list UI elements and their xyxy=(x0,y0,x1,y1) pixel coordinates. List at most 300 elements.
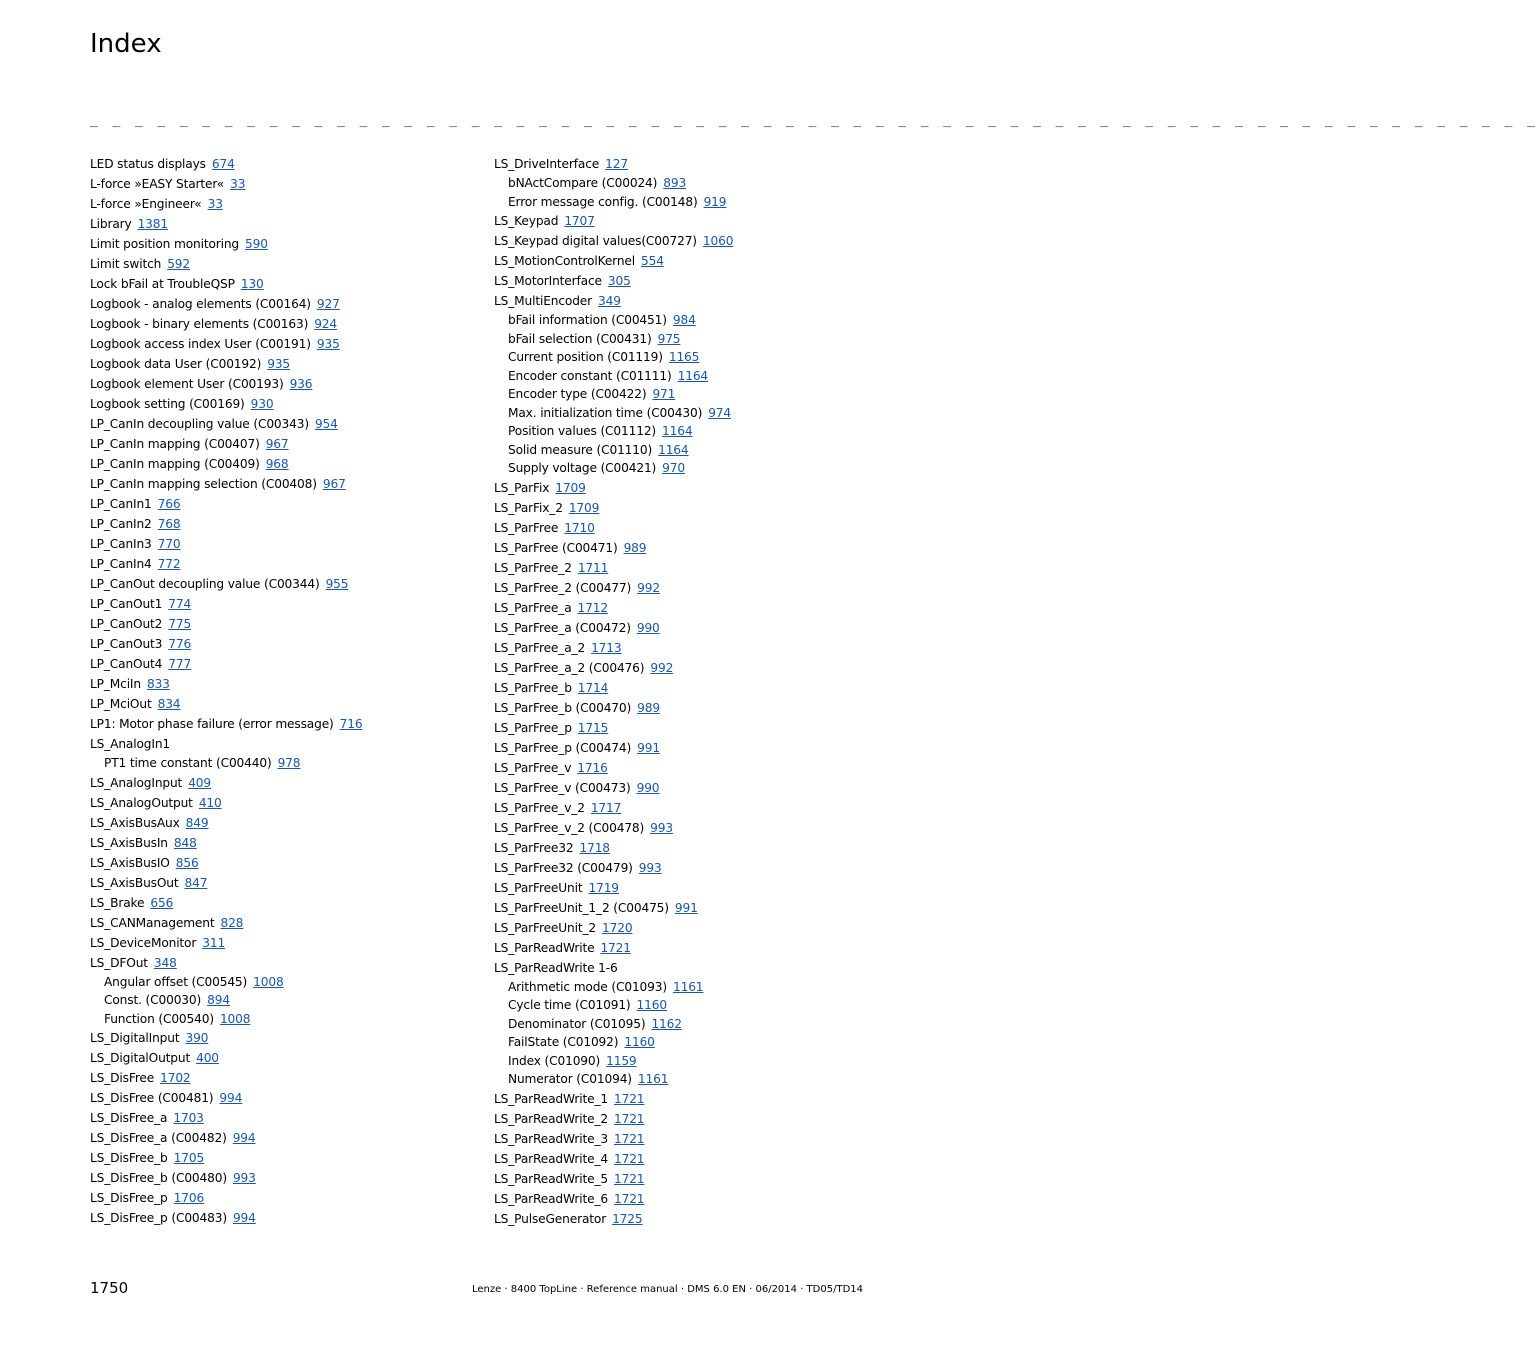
page-link[interactable]: 776 xyxy=(168,637,192,651)
index-entry xyxy=(90,574,480,594)
index-term: LP_CanIn2 xyxy=(90,517,152,531)
page-link[interactable]: 1703 xyxy=(173,1111,204,1125)
index-entry xyxy=(90,434,480,454)
page-link[interactable]: 993 xyxy=(232,1171,256,1185)
index-term: LS_ParFreeUnit_1_2 (C00475) xyxy=(494,900,669,915)
index-entry xyxy=(494,818,874,838)
index-subentry xyxy=(494,311,874,330)
index-entry xyxy=(494,738,874,758)
index-term: Lock bFail at TroubleQSP xyxy=(90,277,235,291)
page-link[interactable]: 1721 xyxy=(614,1091,645,1106)
index-entry xyxy=(494,758,874,778)
index-entry xyxy=(90,554,480,574)
index-entry xyxy=(494,518,874,538)
index-subentry xyxy=(494,1052,874,1071)
page-link[interactable]: 935 xyxy=(267,357,291,371)
index-term: LP_CanOut3 xyxy=(90,637,163,651)
page-link[interactable]: 993 xyxy=(638,860,662,875)
index-term: LS_DriveInterface xyxy=(494,157,600,171)
index-entry xyxy=(90,314,480,334)
index-entry xyxy=(90,1188,480,1208)
page-link[interactable]: 1721 xyxy=(600,940,631,955)
index-entry xyxy=(494,1149,874,1169)
page-link[interactable]: 893 xyxy=(663,176,687,190)
index-subentry xyxy=(90,973,480,992)
index-entry xyxy=(90,1128,480,1148)
index-term: LS_DisFree_a (C00482) xyxy=(90,1131,227,1145)
page-link[interactable]: 774 xyxy=(168,597,192,611)
page-link[interactable]: 924 xyxy=(314,317,338,331)
index-term: LS_AxisBusOut xyxy=(90,875,179,890)
page-link[interactable]: 1721 xyxy=(614,1151,645,1166)
index-term: bFail information (C00451) xyxy=(508,313,667,327)
index-subentry xyxy=(494,404,874,423)
index-entry xyxy=(494,478,874,498)
index-entry xyxy=(90,654,480,674)
index-term: LS_MultiEncoder xyxy=(494,294,592,308)
page-link[interactable]: 770 xyxy=(157,537,181,551)
page-link[interactable]: 991 xyxy=(637,740,660,755)
index-entry xyxy=(90,913,480,933)
index-term: LS_ParFree_b (C00470) xyxy=(494,700,632,715)
page-link[interactable]: 967 xyxy=(265,437,289,451)
index-column-left xyxy=(90,154,480,1228)
index-entry xyxy=(494,918,874,938)
index-entry xyxy=(90,334,480,354)
index-term: Position values (C01112) xyxy=(508,424,657,438)
index-entry xyxy=(90,474,480,494)
index-entry xyxy=(494,1209,874,1229)
index-entry xyxy=(494,558,874,578)
page-link[interactable]: 1715 xyxy=(577,720,609,735)
index-subentry xyxy=(494,1015,874,1034)
page-link[interactable]: 1164 xyxy=(658,442,689,457)
index-entry xyxy=(90,614,480,634)
index-term: LS_ParReadWrite_4 xyxy=(494,1151,608,1166)
index-term: Library xyxy=(90,217,132,231)
page-link[interactable]: 1717 xyxy=(590,800,622,815)
page-link[interactable]: 894 xyxy=(207,993,230,1007)
index-term: bFail selection (C00431) xyxy=(508,331,652,346)
index-entry xyxy=(90,534,480,554)
page-link[interactable]: 1161 xyxy=(672,979,704,994)
index-entry xyxy=(494,838,874,858)
page-link[interactable]: 992 xyxy=(637,580,660,595)
index-subentry xyxy=(494,193,874,212)
page-link[interactable]: 1161 xyxy=(637,1072,669,1086)
index-term: LS_CANManagement xyxy=(90,915,215,930)
index-entry xyxy=(494,1189,874,1209)
index-term: LS_AnalogInput xyxy=(90,775,183,790)
page-link[interactable]: 1008 xyxy=(219,1011,251,1026)
page-link[interactable]: 1060 xyxy=(702,234,734,248)
index-entry xyxy=(90,714,480,734)
page-link[interactable]: 978 xyxy=(277,756,301,770)
index-term: LS_ParFree_v_2 (C00478) xyxy=(494,820,645,835)
index-term: LP_CanIn mapping (C00407) xyxy=(90,437,260,451)
index-entry xyxy=(494,678,874,698)
index-term: LS_DeviceMonitor xyxy=(90,935,197,950)
index-subentry xyxy=(494,422,874,441)
index-term: LS_ParFree32 xyxy=(494,840,574,855)
index-term: LP_CanIn4 xyxy=(90,557,152,571)
page-link[interactable]: 935 xyxy=(316,337,340,351)
page-link[interactable]: 390 xyxy=(185,1031,209,1045)
index-term: FailState (C01092) xyxy=(508,1035,619,1049)
index-term: LS_DisFree xyxy=(90,1071,155,1085)
index-term: LS_ParFree_p (C00474) xyxy=(494,740,632,755)
index-entry xyxy=(90,793,480,813)
page-link[interactable]: 975 xyxy=(657,331,681,346)
index-entry xyxy=(494,154,874,174)
page-link[interactable]: 974 xyxy=(708,405,731,420)
page-link[interactable]: 989 xyxy=(623,540,647,555)
index-entry xyxy=(90,394,480,414)
index-entry xyxy=(494,778,874,798)
index-term: Denominator (C01095) xyxy=(508,1016,646,1031)
page-link[interactable]: 984 xyxy=(672,313,696,327)
index-subentry xyxy=(90,754,480,773)
index-term: Logbook - binary elements (C00163) xyxy=(90,317,309,331)
page-link[interactable]: 1725 xyxy=(612,1211,643,1226)
page-link[interactable]: 834 xyxy=(157,697,181,711)
page-link[interactable]: 1714 xyxy=(577,680,609,695)
page-link[interactable]: 1721 xyxy=(614,1191,645,1206)
index-term: Index (C01090) xyxy=(508,1053,601,1068)
page-link[interactable]: 311 xyxy=(202,935,226,950)
index-subentry xyxy=(494,1033,874,1052)
index-term: LS_Keypad digital values(C00727) xyxy=(494,234,697,248)
index-term: LS_MotionControlKernel xyxy=(494,254,635,268)
index-entry xyxy=(494,231,874,251)
index-term: LS_ParReadWrite_6 xyxy=(494,1191,608,1206)
index-entry xyxy=(494,898,874,918)
page-link[interactable]: 954 xyxy=(314,417,338,431)
index-term: LP_CanOut decoupling value (C00344) xyxy=(90,577,320,591)
index-term: LS_Keypad xyxy=(494,214,559,228)
index-term: Supply voltage (C00421) xyxy=(508,461,657,475)
index-term: LS_DigitalOutput xyxy=(90,1051,191,1065)
index-term: LS_ParReadWrite_3 xyxy=(494,1131,608,1146)
index-entry xyxy=(494,698,874,718)
page-link[interactable]: 656 xyxy=(150,895,174,910)
index-term: Logbook access index User (C00191) xyxy=(90,337,311,351)
page-link[interactable]: 848 xyxy=(173,835,197,850)
page-link[interactable]: 777 xyxy=(168,657,192,671)
page-link[interactable]: 919 xyxy=(703,194,727,209)
index-entry xyxy=(90,154,480,174)
index-term: Angular offset (C00545) xyxy=(104,974,248,989)
page-link[interactable]: 1721 xyxy=(614,1111,645,1126)
page-link[interactable]: 1706 xyxy=(173,1191,205,1205)
footer-page-number: 1750 xyxy=(90,1279,129,1297)
index-term: LP_CanIn1 xyxy=(90,497,152,511)
page-link[interactable]: 1716 xyxy=(577,760,608,775)
index-entry xyxy=(90,873,480,893)
index-term: LS_AnalogOutput xyxy=(90,795,193,810)
page-link[interactable]: 967 xyxy=(322,477,346,491)
index-term: LS_DisFree_b xyxy=(90,1151,168,1165)
page-link[interactable]: 1381 xyxy=(137,217,168,231)
page-link[interactable]: 349 xyxy=(598,294,621,308)
page-link[interactable]: 1711 xyxy=(577,560,609,575)
index-entry xyxy=(90,454,480,474)
index-term: LS_ParFree (C00471) xyxy=(494,540,618,555)
index-entry xyxy=(90,694,480,714)
index-entry xyxy=(90,853,480,873)
page-link[interactable]: 1160 xyxy=(636,998,667,1012)
index-term: LS_ParFree_v (C00473) xyxy=(494,780,631,795)
index-entry xyxy=(494,1089,874,1109)
page-link[interactable]: 1709 xyxy=(555,480,586,495)
index-term: LS_ParReadWrite_2 xyxy=(494,1111,608,1126)
page-link[interactable]: 990 xyxy=(636,780,660,795)
index-term: Logbook data User (C00192) xyxy=(90,357,262,371)
page-link[interactable]: 1164 xyxy=(662,424,693,438)
index-term: LP_CanIn mapping (C00409) xyxy=(90,457,260,471)
page-link[interactable]: 410 xyxy=(198,795,222,810)
page-link[interactable]: 1162 xyxy=(651,1016,682,1031)
index-subentry xyxy=(494,459,874,478)
index-term: LS_ParReadWrite xyxy=(494,940,595,955)
index-term: LS_PulseGenerator xyxy=(494,1211,607,1226)
page-link[interactable]: 994 xyxy=(232,1131,256,1145)
page-link[interactable]: 775 xyxy=(168,617,192,631)
index-entry xyxy=(494,578,874,598)
index-term: Max. initialization time (C00430) xyxy=(508,405,703,420)
index-entry xyxy=(494,271,874,291)
page-link[interactable]: 989 xyxy=(637,700,660,715)
index-term: LS_DisFree_p xyxy=(90,1191,168,1205)
page-link[interactable]: 1710 xyxy=(564,520,595,535)
page-link[interactable]: 971 xyxy=(652,387,676,401)
page-link[interactable]: 33 xyxy=(230,177,246,191)
index-term: LS_ParFix xyxy=(494,480,550,495)
index-entry xyxy=(494,658,874,678)
index-term: LS_ParFree_a xyxy=(494,600,572,615)
index-term: LS_ParReadWrite_5 xyxy=(494,1171,608,1186)
page-link[interactable]: 716 xyxy=(339,717,363,731)
index-entry xyxy=(494,718,874,738)
index-term: Cycle time (C01091) xyxy=(508,998,631,1012)
index-term: LP_CanOut1 xyxy=(90,597,163,611)
page-link[interactable]: 990 xyxy=(636,620,660,635)
index-entry xyxy=(90,234,480,254)
index-term: LS_ParFree_v xyxy=(494,760,572,775)
index-entry xyxy=(90,813,480,833)
index-entry xyxy=(90,494,480,514)
index-term: Const. (C00030) xyxy=(104,993,202,1007)
footer-document-info: Lenze · 8400 TopLine · Reference manual · DMS 6.0 EN · 06/2014 · TD05/TD14 xyxy=(471,1284,863,1295)
index-term: LS_ParFree_v_2 xyxy=(494,800,585,815)
index-entry xyxy=(90,1168,480,1188)
index-term: LP_CanIn mapping selection (C00408) xyxy=(90,477,317,491)
page-link[interactable]: 400 xyxy=(196,1051,219,1065)
index-entry xyxy=(494,858,874,878)
index-term: LS_ParFix_2 xyxy=(494,500,563,515)
page-link[interactable]: 1718 xyxy=(579,840,610,855)
page-link[interactable]: 1159 xyxy=(606,1053,637,1068)
index-entry xyxy=(90,953,480,973)
index-term: LP_CanOut2 xyxy=(90,617,163,631)
index-entry xyxy=(90,1208,480,1228)
page-link[interactable]: 1160 xyxy=(624,1035,655,1049)
page-link[interactable]: 1165 xyxy=(668,350,700,364)
index-subentry xyxy=(494,367,874,386)
index-subentry xyxy=(494,348,874,367)
page-link[interactable]: 1712 xyxy=(577,600,608,615)
page-link[interactable]: 856 xyxy=(175,855,199,870)
page-link[interactable]: 127 xyxy=(605,157,628,171)
page-link[interactable]: 1721 xyxy=(614,1131,645,1146)
page-link[interactable]: 1702 xyxy=(160,1071,191,1085)
index-term: Current position (C01119) xyxy=(508,350,663,364)
index-term: LS_DisFree (C00481) xyxy=(90,1091,214,1105)
page-link[interactable]: 927 xyxy=(316,297,340,311)
index-entry xyxy=(90,1028,480,1048)
index-term: LS_ParReadWrite 1-6 xyxy=(494,960,618,975)
page-link[interactable]: 130 xyxy=(240,277,264,291)
index-entry xyxy=(494,1129,874,1149)
index-entry xyxy=(494,211,874,231)
page-link[interactable]: 930 xyxy=(250,397,274,411)
index-entry xyxy=(90,354,480,374)
page-link[interactable]: 970 xyxy=(662,461,685,475)
index-entry xyxy=(90,414,480,434)
index-term: LS_ParFreeUnit_2 xyxy=(494,920,597,935)
index-subentry xyxy=(494,978,874,997)
page-link[interactable]: 828 xyxy=(220,915,244,930)
index-entry xyxy=(90,634,480,654)
index-term: LS_ParFree32 (C00479) xyxy=(494,860,633,875)
page-link[interactable]: 33 xyxy=(207,197,223,211)
index-entry xyxy=(90,893,480,913)
index-term: bNActCompare (C00024) xyxy=(508,176,658,190)
index-entry xyxy=(494,958,874,978)
index-term: L-force »EASY Starter« xyxy=(90,177,225,191)
index-term: LS_MotorInterface xyxy=(494,274,602,288)
index-term: Logbook - analog elements (C00164) xyxy=(90,297,311,311)
index-entry xyxy=(494,878,874,898)
page-link[interactable]: 847 xyxy=(184,875,208,890)
page-link[interactable]: 305 xyxy=(607,274,631,288)
index-entry xyxy=(90,1068,480,1088)
index-entry xyxy=(90,1088,480,1108)
index-entry xyxy=(494,538,874,558)
index-entry xyxy=(90,1048,480,1068)
index-entry xyxy=(90,174,480,194)
page-link[interactable]: 592 xyxy=(167,257,191,271)
index-subentry xyxy=(494,330,874,349)
index-term: LS_DisFree_b (C00480) xyxy=(90,1171,227,1185)
index-term: LS_DisFree_a xyxy=(90,1111,168,1125)
page-link[interactable]: 1719 xyxy=(588,880,619,895)
page-link[interactable]: 992 xyxy=(650,660,674,675)
index-term: Numerator (C01094) xyxy=(508,1072,632,1086)
index-entry xyxy=(90,194,480,214)
page-link[interactable]: 955 xyxy=(325,577,349,591)
page-link[interactable]: 968 xyxy=(265,457,289,471)
page-link[interactable]: 1721 xyxy=(614,1171,645,1186)
index-entry xyxy=(494,938,874,958)
index-term: LP_CanIn3 xyxy=(90,537,152,551)
index-term: L-force »Engineer« xyxy=(90,197,202,211)
page-link[interactable]: 772 xyxy=(157,557,181,571)
index-subentry xyxy=(90,991,480,1010)
page-link[interactable]: 833 xyxy=(146,677,170,691)
index-subentry xyxy=(494,1070,874,1089)
page-link[interactable]: 766 xyxy=(157,497,181,511)
index-entry xyxy=(494,618,874,638)
page-link[interactable]: 1707 xyxy=(564,214,595,228)
index-term: LS_DigitalInput xyxy=(90,1031,180,1045)
page-link[interactable]: 1720 xyxy=(602,920,633,935)
index-term: LED status displays xyxy=(90,157,206,171)
page-link[interactable]: 936 xyxy=(289,377,313,391)
index-term: LS_ParFree_b xyxy=(494,680,572,695)
index-entry xyxy=(90,514,480,534)
page-link[interactable]: 1713 xyxy=(591,640,622,655)
index-entry xyxy=(494,251,874,271)
index-entry xyxy=(90,773,480,793)
page-link[interactable]: 1008 xyxy=(253,974,284,989)
page-title: Index xyxy=(90,29,162,59)
index-entry xyxy=(494,638,874,658)
page-link[interactable]: 1709 xyxy=(568,500,600,515)
index-term: Logbook element User (C00193) xyxy=(90,377,284,391)
index-term: LS_ParReadWrite_1 xyxy=(494,1091,608,1106)
index-term: LP_CanOut4 xyxy=(90,657,163,671)
page-link[interactable]: 674 xyxy=(211,157,235,171)
index-term: Encoder constant (C01111) xyxy=(508,368,672,383)
index-subentry xyxy=(494,174,874,193)
index-entry xyxy=(494,798,874,818)
index-term: Function (C00540) xyxy=(104,1011,214,1026)
index-term: LS_ParFreeUnit xyxy=(494,880,583,895)
index-term: LP_MciIn xyxy=(90,677,141,691)
page-link[interactable]: 409 xyxy=(188,775,211,790)
index-term: LS_ParFree_p xyxy=(494,720,572,735)
index-term: Limit position monitoring xyxy=(90,237,240,251)
index-term: Limit switch xyxy=(90,257,162,271)
index-entry xyxy=(90,734,480,754)
index-term: LS_Brake xyxy=(90,895,145,910)
page-link[interactable]: 994 xyxy=(219,1091,243,1105)
index-term: LS_AxisBusIn xyxy=(90,835,168,850)
index-subentry xyxy=(494,385,874,404)
page-link[interactable]: 590 xyxy=(245,237,268,251)
index-term: LS_AxisBusIO xyxy=(90,855,170,870)
index-entry xyxy=(494,1109,874,1129)
page-link[interactable]: 993 xyxy=(650,820,673,835)
page-link[interactable]: 348 xyxy=(153,955,177,970)
index-term: LS_DFOut xyxy=(90,955,148,970)
page-link[interactable]: 991 xyxy=(674,900,698,915)
index-term: LS_AnalogIn1 xyxy=(90,737,171,751)
page-link[interactable]: 1164 xyxy=(677,368,709,383)
page-link[interactable]: 554 xyxy=(640,254,664,268)
index-term: LS_ParFree_2 (C00477) xyxy=(494,580,632,595)
index-entry xyxy=(90,374,480,394)
index-entry xyxy=(90,833,480,853)
index-entry xyxy=(494,498,874,518)
page-link[interactable]: 1705 xyxy=(173,1151,205,1165)
page-link[interactable]: 768 xyxy=(157,517,181,531)
page-link[interactable]: 849 xyxy=(185,815,209,830)
page-link[interactable]: 994 xyxy=(232,1211,256,1225)
index-entry xyxy=(494,598,874,618)
index-term: Arithmetic mode (C01093) xyxy=(508,979,667,994)
